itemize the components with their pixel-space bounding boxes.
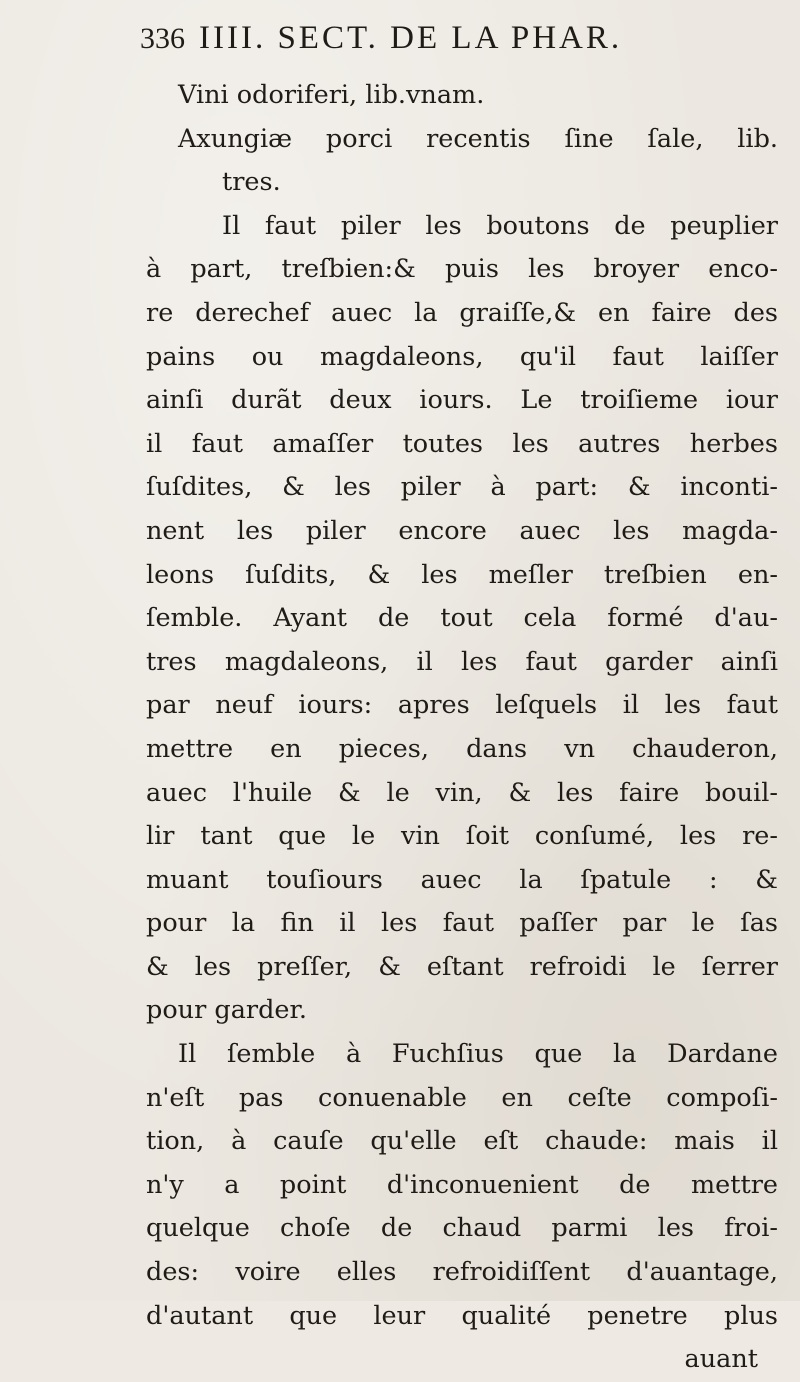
text-line: il faut amaſſer toutes les autres herbes — [146, 428, 778, 459]
text-line: tion, à cauſe qu'elle eſt chaude: mais il — [146, 1126, 778, 1157]
text-line: Vini odoriferi, lib.vnam. — [178, 80, 485, 110]
body-text — [146, 74, 778, 1382]
text-line: mettre en pieces, dans vn chauderon, — [146, 733, 778, 764]
text-line: par neuf iours: apres leſquels il les faut — [146, 690, 778, 721]
text-line: à part, treſbien:& puis les broyer enco- — [146, 254, 778, 285]
text-line: tres magdaleons, il les faut garder ainſi — [146, 646, 778, 677]
running-head: IIII. SECT. DE LA PHAR. — [199, 20, 623, 56]
text-line: & les preſſer, & eſtant refroidi le ſerrer — [146, 951, 778, 982]
text-line: n'y a point d'inconuenient de mettre — [146, 1169, 778, 1200]
catchword: auant — [684, 1344, 758, 1375]
text-line: ainſi durãt deux iours. Le troiſieme iour — [146, 385, 778, 416]
text-line: Axungiæ porci recentis ſine ſale, lib. — [178, 123, 778, 154]
page-number: 336 — [140, 22, 185, 55]
text-line: auec l'huile & le vin, & les faire bouil- — [146, 777, 778, 808]
text-line: leons ſuſdits, & les meſler treſbien en- — [146, 559, 778, 590]
text-line: quelque choſe de chaud parmi les froi- — [146, 1213, 778, 1244]
text-line: re derechef auec la graiſſe,& en faire des — [146, 297, 778, 328]
text-line: d'autant que leur qualité penetre plus — [146, 1300, 778, 1331]
text-line: ſuſdites, & les piler à part: & inconti- — [146, 472, 778, 503]
text-line: pour la fin il les faut paſſer par le ſas — [146, 908, 778, 939]
text-line: muant touſiours auec la ſpatule : & — [146, 864, 778, 895]
text-line: des: voire elles refroidiſſent d'auantage, — [146, 1257, 778, 1288]
text-line: n'eſt pas conuenable en ceſte compoſi- — [146, 1082, 778, 1113]
text-line: pains ou magdaleons, qu'il faut laiſſer — [146, 341, 778, 372]
text-line: ſemble. Ayant de tout cela formé d'au- — [146, 603, 778, 634]
text-line: nent les piler encore auec les magda- — [146, 515, 778, 546]
text-line: tres. — [222, 167, 281, 198]
text-line: Il ſemble à Fuchſius que la Dardane — [178, 1039, 778, 1070]
text-line: lir tant que le vin ſoit conſumé, les re- — [146, 821, 778, 852]
text-line: pour garder. — [146, 995, 308, 1026]
page-header — [140, 20, 622, 70]
text-line: Il faut piler les boutons de peuplier — [222, 210, 778, 241]
